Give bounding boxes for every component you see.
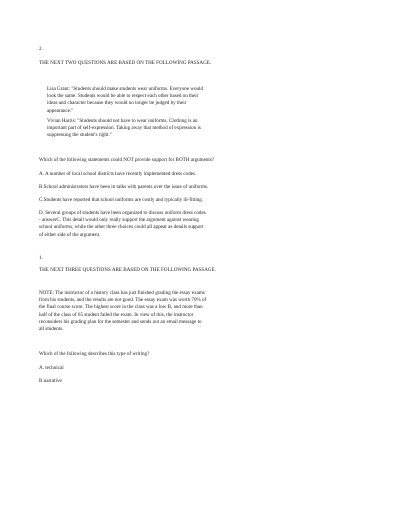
answer-option-b: B.School administrators have been in talks with parents over the issue of uniforms. (39, 184, 209, 190)
question-text: Which of the following statements could NOT provide support for BOTH arguments? (39, 157, 215, 163)
passage-header: THE NEXT THREE QUESTIONS ARE BASED ON THE FOLLOWING PASSAGE. (39, 267, 216, 273)
passage-quote-grant: Lisa Grant: "Students should make students wear uniforms. Everyone would look the same. Students would be able to respect each other based on their ideas and character because they would no longer be judged by their appearance." (47, 86, 203, 114)
question-number: 1. (39, 255, 43, 261)
question-number: 2. (39, 46, 43, 52)
answer-option-c: C.Students have reported that school uniforms are costly and typically ill-fitting. (39, 197, 204, 203)
answer-option-b: B.narrative (39, 378, 62, 384)
answer-option-d: D. Several groups of students have been organized to discuss uniform dress codes - answerC. This detail would only really support the argument against wearing school uniforms, while the other three choices could all appear as details support of either side of the argument. (39, 210, 206, 238)
passage-header: THE NEXT TWO QUESTIONS ARE BASED ON THE FOLLOWING PASSAGE. (39, 60, 212, 66)
answer-option-a: A. technical (39, 365, 64, 371)
passage-note: NOTE: The instructor of a history class has just finished grading the essay exams from his students, and the results are not good. The essay exam was worth 70% of the final course score. The highest score in the class was a low B, and more than half of the class of 65 student failed the exam. In view of this, the instructor reconsiders his grading plan for the semester and sends out an email message to all students. (39, 290, 207, 333)
passage-quote-harris: Vivian Harris: "Students should not have to wear uniforms. Clothing is an important part of self-expression. Taking away that method of expression is suppressing the student's right." (47, 118, 201, 139)
answer-option-a: A. A number of local school districts have recently implemented dress codes. (39, 171, 197, 177)
question-text: Which of the following describes this type of writing? (39, 351, 150, 357)
